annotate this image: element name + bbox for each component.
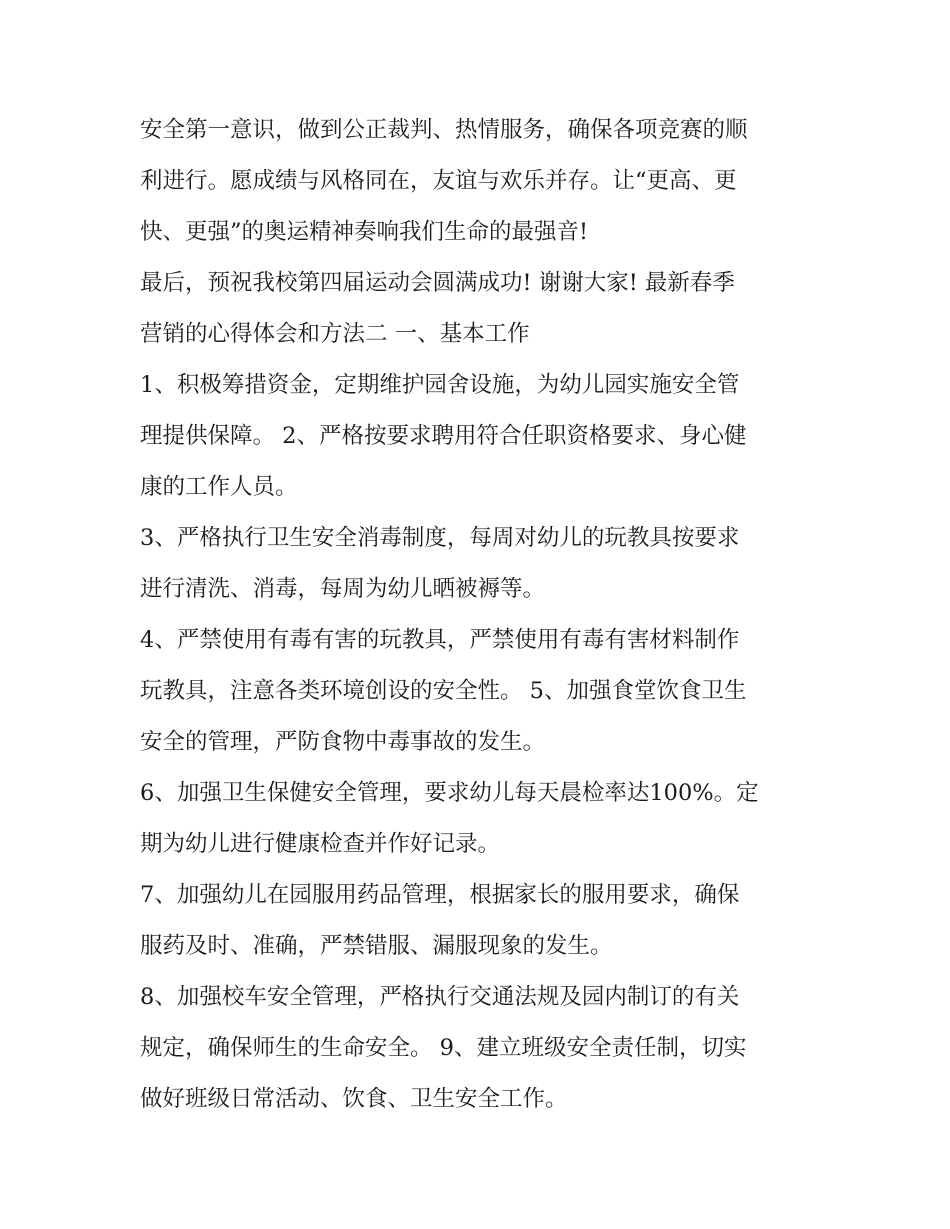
text-line: 做好班级日常活动、饮食、卫生安全工作。: [140, 1086, 568, 1112]
text-line: 1、积极筹措资金，定期维护园舍设施，为幼儿园实施安全管: [140, 372, 740, 398]
text-line: 进行清洗、消毒，每周为幼儿晒被褥等。: [140, 576, 546, 602]
text-line: 最后，预祝我校第四届运动会圆满成功! 谢谢大家! 最新春季: [140, 270, 735, 296]
text-line: 3、严格执行卫生安全消毒制度，每周对幼儿的玩教具按要求: [140, 525, 740, 551]
text-line: 康的工作人员。: [140, 474, 298, 500]
text-line: 6、加强卫生保健安全管理，要求幼儿每天晨检率达100%。定: [140, 780, 759, 806]
text-line: 理提供保障。 2、严格按要求聘用符合任职资格要求、身心健: [140, 423, 747, 449]
text-line: 玩教具，注意各类环境创设的安全性。 5、加强食堂饮食卫生: [140, 678, 747, 704]
text-line: 营销的心得体会和方法二 一、基本工作: [140, 321, 530, 347]
text-line: 8、加强校车安全管理，严格执行交通法规及园内制订的有关: [140, 984, 740, 1010]
document-body: [140, 105, 820, 1125]
text-line: 规定，确保师生的生命安全。 9、建立班级安全责任制，切实: [140, 1035, 747, 1061]
text-line: 服药及时、准确，严禁错服、漏服现象的发生。: [140, 933, 613, 959]
text-line: 快、更强”的奥运精神奏响我们生命的最强音!: [140, 219, 589, 245]
text-line: 安全的管理，严防食物中毒事故的发生。: [140, 729, 546, 755]
text-line: 7、加强幼儿在园服用药品管理，根据家长的服用要求，确保: [140, 882, 740, 908]
text-line: 期为幼儿进行健康检查并作好记录。: [140, 831, 501, 857]
text-line: 利进行。愿成绩与风格同在，友谊与欢乐并存。让“更高、更: [140, 168, 737, 194]
text-line: 4、严禁使用有毒有害的玩教具，严禁使用有毒有害材料制作: [140, 627, 740, 653]
text-line: 安全第一意识，做到公正裁判、热情服务，确保各项竞赛的顺: [140, 117, 748, 143]
